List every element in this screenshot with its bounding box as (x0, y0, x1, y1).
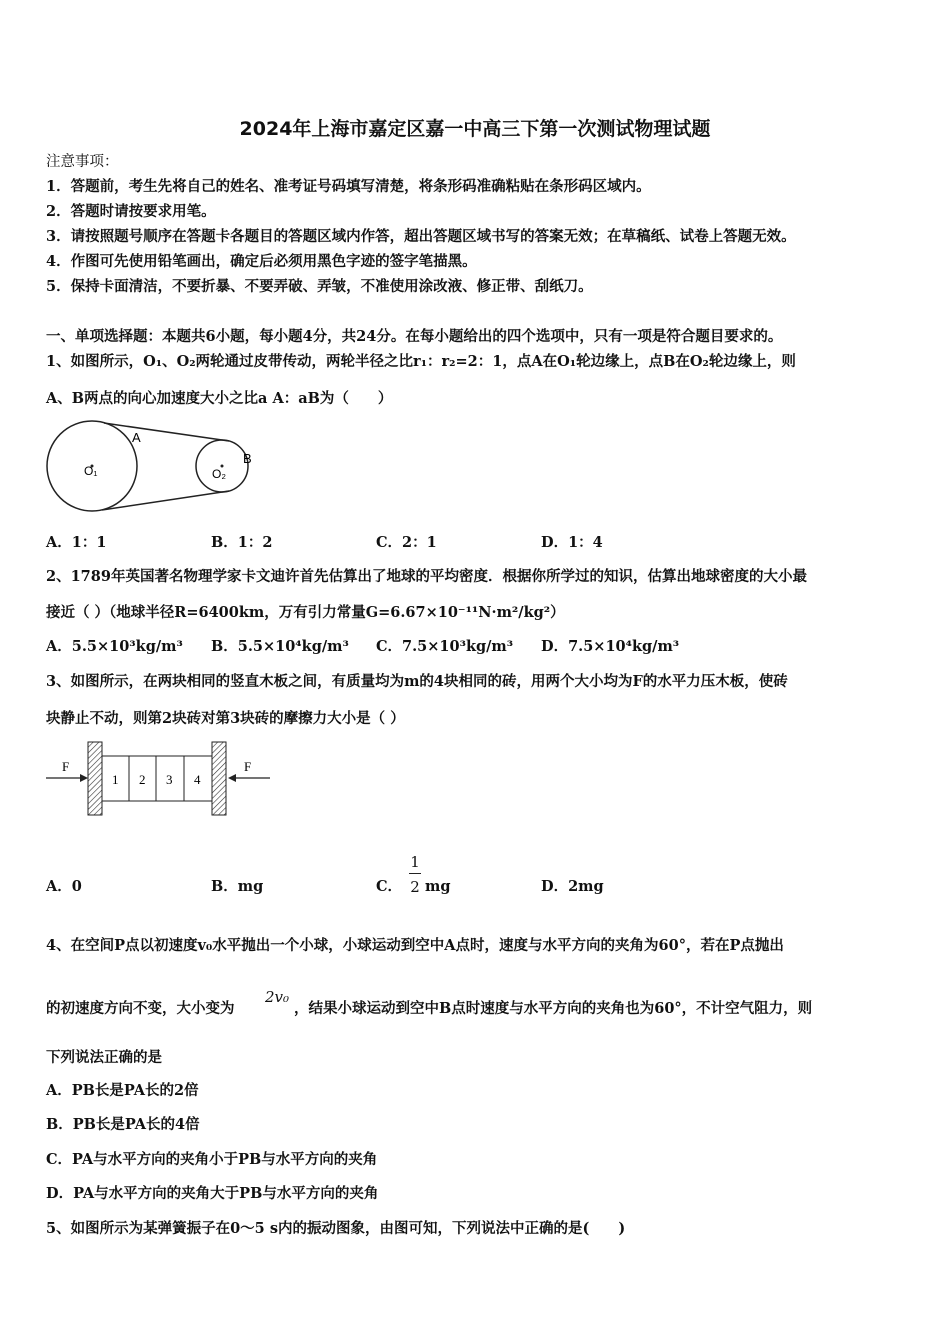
q4-formula-2v0: 2v₀ (265, 988, 290, 1006)
q4-stem-line3: 下列说法正确的是 (46, 1049, 162, 1066)
q4-stem-line2-part2: ，结果小球运动到空中B点时速度与水平方向的夹角也为60°，不计空气阻力，则 (294, 1000, 813, 1017)
q5-stem-line1: 5、如图所示为某弹簧振子在0～5 s内的振动图象，由图可知，下列说法中正确的是( ) (46, 1220, 626, 1237)
q1-stem-line2: A、B两点的向心加速度大小之比a A：aB为（ ） (46, 390, 393, 407)
label-o2: O₂ (212, 467, 226, 481)
notice-heading: 注意事项： (46, 154, 119, 170)
q1-option-b: B．1：2 (211, 534, 273, 551)
q1-option-c: C．2：1 (376, 534, 437, 551)
q2-option-a: A．5.5×10³kg/m³ (46, 638, 183, 655)
force-left-label: F (62, 759, 70, 774)
q4-option-c: C．PA与水平方向的夹角小于PB与水平方向的夹角 (46, 1151, 378, 1168)
force-right-arrowhead (228, 774, 236, 782)
label-b: B (243, 451, 252, 466)
q3-option-c-denominator: 2 (410, 878, 420, 896)
q4-stem-line2-part1: 的初速度方向不变，大小变为 (46, 1000, 235, 1017)
q4-option-b: B．PB长是PA长的4倍 (46, 1116, 200, 1133)
q3-option-a: A．0 (46, 878, 82, 895)
q3-option-c-unit: mg (425, 878, 451, 895)
label-o1: O₁ (84, 464, 98, 478)
q3-bricks-figure (44, 740, 276, 818)
brick-label-3: 3 (166, 772, 173, 787)
q3-option-c-fraction-bar (409, 873, 421, 874)
page-title: 2024年上海市嘉定区嘉一中高三下第一次测试物理试题 (239, 118, 711, 140)
q3-stem-line1: 3、如图所示，在两块相同的竖直木板之间，有质量均为m的4块相同的砖，用两个大小均为F的水平力压木板，使砖 (46, 673, 788, 690)
left-board (88, 742, 102, 815)
notice-item: 5．保持卡面清洁，不要折暴、不要弄破、弄皱，不准使用涂改液、修正带、刮纸刀。 (46, 278, 593, 295)
q3-stem-line2: 块静止不动，则第2块砖对第3块砖的摩擦力大小是（ ） (46, 710, 405, 727)
q3-option-c-numerator: 1 (410, 853, 420, 871)
brick-label-4: 4 (194, 772, 201, 787)
q4-option-d: D．PA与水平方向的夹角大于PB与水平方向的夹角 (46, 1185, 379, 1202)
q2-stem-line2: 接近（ ）（地球半径R=6400km，万有引力常量G=6.67×10⁻¹¹N·m²/kg²） (46, 604, 565, 621)
q2-stem-line1: 2、1789年英国著名物理学家卡文迪许首先估算出了地球的平均密度．根据你所学过的知识，估算出地球密度的大小最 (46, 568, 807, 585)
right-board (212, 742, 226, 815)
brick-label-2: 2 (139, 772, 146, 787)
label-a: A (132, 430, 141, 445)
q1-stem-line1: 1、如图所示，O₁、O₂两轮通过皮带传动，两轮半径之比r₁：r₂=2：1，点A在O₁轮边缘上，点B在O₂轮边缘上，则 (46, 353, 796, 370)
force-left-arrowhead (80, 774, 88, 782)
belt-top (104, 423, 229, 441)
q1-belt-pulley-figure (42, 418, 272, 518)
notice-item: 1．答题前，考生先将自己的姓名、准考证号码填写清楚，将条形码准确粘贴在条形码区域内。 (46, 178, 651, 195)
q1-option-a: A．1：1 (46, 534, 107, 551)
q4-option-a: A．PB长是PA长的2倍 (46, 1082, 199, 1099)
notice-item: 4．作图可先使用铅笔画出，确定后必须用黑色字迹的签字笔描黑。 (46, 253, 477, 270)
q4-stem-line1: 4、在空间P点以初速度v₀水平抛出一个小球，小球运动到空中A点时，速度与水平方向的夹角为60°，若在P点抛出 (46, 937, 784, 954)
force-right-label: F (244, 759, 252, 774)
q1-option-d: D．1：4 (541, 534, 603, 551)
q2-option-b: B．5.5×10⁴kg/m³ (211, 638, 349, 655)
q3-option-d: D．2mg (541, 878, 604, 895)
q3-option-b: B．mg (211, 878, 264, 895)
brick-label-1: 1 (112, 772, 119, 787)
q3-option-c: C． (376, 878, 403, 895)
q2-option-c: C．7.5×10³kg/m³ (376, 638, 514, 655)
notice-item: 3．请按照题号顺序在答题卡各题目的答题区域内作答，超出答题区域书写的答案无效；在草稿纸、试卷上答题无效。 (46, 228, 796, 245)
q2-option-d: D．7.5×10⁴kg/m³ (541, 638, 680, 655)
section-heading: 一、单项选择题：本题共6小题，每小题4分，共24分。在每小题给出的四个选项中，只有一项是符合题目要求的。 (46, 328, 783, 345)
notice-item: 2．答题时请按要求用笔。 (46, 203, 216, 220)
